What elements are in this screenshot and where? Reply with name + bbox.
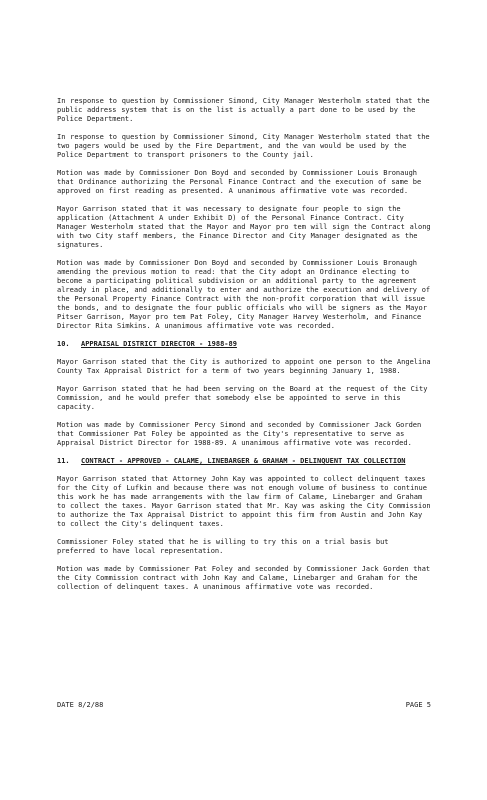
paragraph: Mayor Garrison stated that he had been serving on the Board at the request of the City Commission, and he would prefer that somebody else be appointed to serve in this capacity. xyxy=(57,385,428,411)
section-title: CONTRACT - APPROVED - CALAME, LINEBARGER & GRAHAM - DELINQUENT TAX COLLECTION xyxy=(81,457,406,465)
paragraph: Mayor Garrison stated that it was necessary to designate four people to sign the application (Attachment A under Exhibit D) of the Personal Finance Contract. City Manager Westerholm stated that the Mayor and Mayor pro tem will sign the Contract along with two City staff members, the Finance Director and City Manager designated as the signatures. xyxy=(57,205,431,249)
section-number: 11. xyxy=(57,457,70,465)
paragraph: Motion was made by Commissioner Percy Simond and seconded by Commissioner Jack Gorden that Commissioner Pat Foley be appointed as the City's representative to serve as Appraisal District Director for 1988-89. A unanimous affirmative vote was recorded. xyxy=(57,421,422,447)
minutes-body xyxy=(57,97,431,601)
paragraph: In response to question by Commissioner Simond, City Manager Westerholm stated that the public address system that is on the list is actually a part done to be used by the Police Department. xyxy=(57,97,430,123)
page-footer xyxy=(57,701,431,710)
footer-date: DATE 8/2/88 xyxy=(57,701,104,709)
paragraph: Motion was made by Commissioner Don Boyd and seconded by Commissioner Louis Bronaugh that Ordinance authorizing the Personal Finance Contract and the execution of same be approved on first reading as presented. A unanimous affirmative vote was recorded. xyxy=(57,169,422,195)
paragraph: Mayor Garrison stated that the City is authorized to appoint one person to the Angelina County Tax Appraisal District for a term of two years beginning January 1, 1988. xyxy=(57,358,431,375)
section-number: 10. xyxy=(57,340,70,348)
paragraph: In response to question by Commissioner Simond, City Manager Westerholm stated that the two pagers would be used by the Fire Department, and the van would be used by the Police Department to transport prisoners to the County jail. xyxy=(57,133,430,159)
paragraph: Motion was made by Commissioner Pat Foley and seconded by Commissioner Jack Gorden that the City Commission contract with John Kay and Calame, Linebarger and Graham for the collection of delinquent taxes. A unanimous affirmative vote was recorded. xyxy=(57,565,431,591)
footer-page-number: PAGE 5 xyxy=(405,701,431,709)
paragraph: Motion was made by Commissioner Don Boyd and seconded by Commissioner Louis Bronaugh amending the previous motion to read: that the City adopt an Ordinance electing to become a participating political subdivision or an additional party to the agreement already in place, and additionally to enter and authorize the execution and delivery of the Personal Property Finance Contract with the non-profit corporation that will issue the bonds, and to designate the four public officials who will be signers as the Mayor Pitser Garrison, Mayor pro tem Pat Foley, City Manager Harvey Westerholm, and Finance Director Rita Simkins. A unanimous affirmative vote was recorded. xyxy=(57,259,431,330)
section-heading-10 xyxy=(57,340,431,349)
paragraph: Mayor Garrison stated that Attorney John Kay was appointed to collect delinquent taxes for the City of Lufkin and because there was not enough volume of business to continue this work he has made arrangements with the law firm of Calame, Linebarger and Graham to collect the taxes. Mayor Garrison stated that Mr. Kay was asking the City Commission to authorize the Tax Appraisal District to appoint this firm from Austin and John Kay to collect the City's delinquent taxes. xyxy=(57,475,431,528)
section-heading-11 xyxy=(57,457,431,466)
section-title: APPRAISAL DISTRICT DIRECTOR - 1988-89 xyxy=(81,340,237,348)
paragraph: Commissioner Foley stated that he is willing to try this on a trial basis but preferred to have local representation. xyxy=(57,538,389,555)
